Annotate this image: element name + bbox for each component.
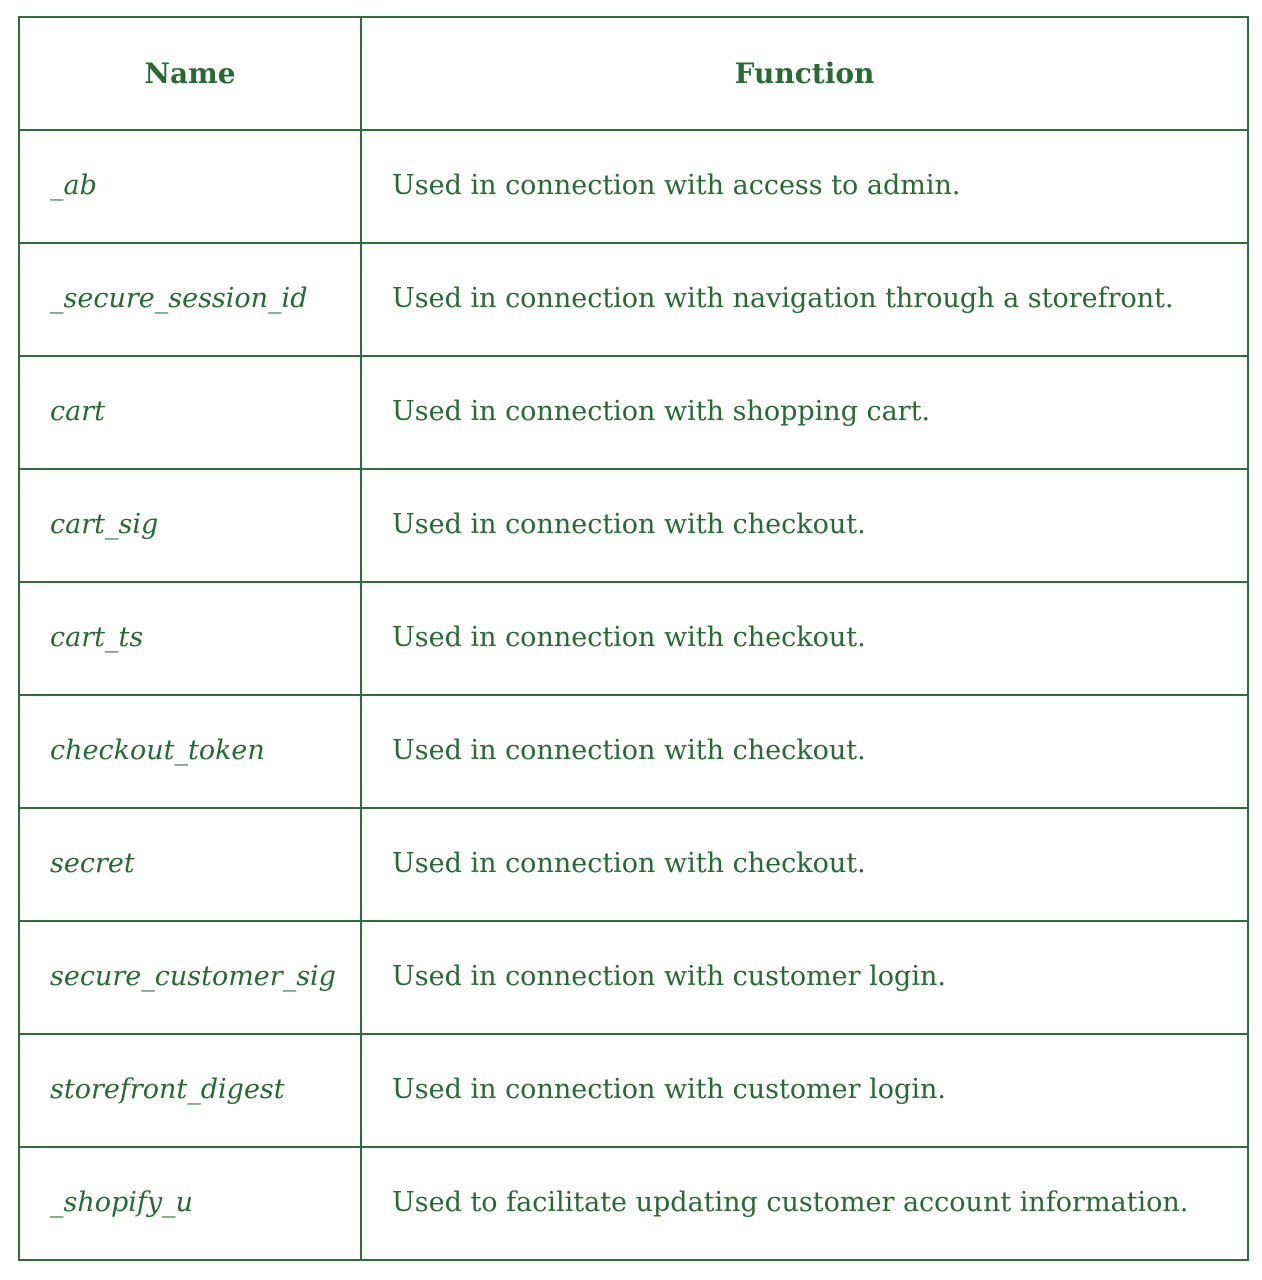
- table-row: [19, 243, 1248, 356]
- cookie-function-cell: Used in connection with navigation through a storefront.: [361, 243, 1248, 356]
- table-header: [19, 17, 1248, 130]
- cookie-function-cell: Used in connection with checkout.: [361, 469, 1248, 582]
- cookie-name-cell: secret: [19, 808, 361, 921]
- table-row: [19, 582, 1248, 695]
- table-row: [19, 808, 1248, 921]
- cookie-name-cell: _ab: [19, 130, 361, 243]
- cookie-function-cell: Used in connection with checkout.: [361, 695, 1248, 808]
- cookie-name-cell: checkout_token: [19, 695, 361, 808]
- cookie-name-cell: _shopify_u: [19, 1147, 361, 1260]
- cookie-name-cell: cart: [19, 356, 361, 469]
- cookie-function-cell: Used in connection with checkout.: [361, 808, 1248, 921]
- cookie-function-cell: Used in connection with checkout.: [361, 582, 1248, 695]
- header-row: [19, 17, 1248, 130]
- table-row: [19, 1147, 1248, 1260]
- table-row: [19, 469, 1248, 582]
- cookie-name-cell: cart_ts: [19, 582, 361, 695]
- name-column-header: Name: [19, 17, 361, 130]
- cookie-name-cell: storefront_digest: [19, 1034, 361, 1147]
- table-row: [19, 130, 1248, 243]
- cookie-name-cell: cart_sig: [19, 469, 361, 582]
- cookie-name-cell: _secure_session_id: [19, 243, 361, 356]
- cookie-function-cell: Used in connection with access to admin.: [361, 130, 1248, 243]
- cookie-function-cell: Used in connection with customer login.: [361, 921, 1248, 1034]
- cookie-function-cell: Used to facilitate updating customer account information.: [361, 1147, 1248, 1260]
- table-row: [19, 1034, 1248, 1147]
- table-row: [19, 921, 1248, 1034]
- table-row: [19, 695, 1248, 808]
- cookie-function-cell: Used in connection with customer login.: [361, 1034, 1248, 1147]
- cookie-name-cell: secure_customer_sig: [19, 921, 361, 1034]
- table-body: [19, 130, 1248, 1260]
- cookie-table: [18, 16, 1249, 1261]
- table-row: [19, 356, 1248, 469]
- function-column-header: Function: [361, 17, 1248, 130]
- cookie-function-cell: Used in connection with shopping cart.: [361, 356, 1248, 469]
